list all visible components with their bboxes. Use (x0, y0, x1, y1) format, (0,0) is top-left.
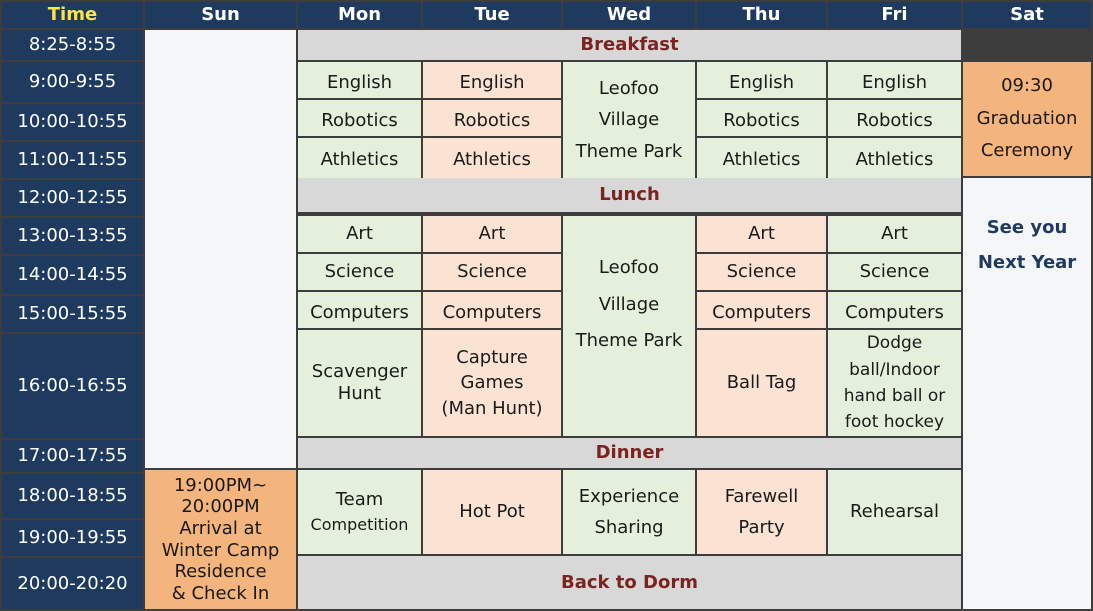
sat-graduation-line: Ceremony (980, 140, 1074, 162)
thu-robotics: Robotics (697, 100, 826, 136)
thu-evening-line: Farewell (724, 485, 799, 507)
tue-robotics: Robotics (423, 100, 561, 136)
time-slot: 17:00-17:55 (2, 440, 143, 472)
fri-late-line: foot hockey (844, 412, 945, 433)
wed-trip-line: Village (598, 293, 660, 315)
mon-art: Art (298, 216, 421, 252)
wed-afternoon-trip (563, 216, 695, 436)
time-slot: 13:00-13:55 (2, 218, 143, 254)
wed-trip-line: Village (598, 109, 660, 131)
tue-late-activity (423, 330, 561, 436)
header-fri: Fri (828, 2, 961, 28)
header-sat: Sat (963, 2, 1091, 28)
tue-evening-activity: Hot Pot (423, 470, 561, 554)
mon-evening-line: Competition (310, 515, 409, 535)
mon-robotics: Robotics (298, 100, 421, 136)
header-sun: Sun (145, 2, 296, 28)
sat-see-you-cell (963, 178, 1091, 609)
header-time: Time (2, 2, 143, 28)
sun-arrival-cell (145, 470, 296, 609)
wed-morning-trip (563, 62, 695, 178)
time-slot: 9:00-9:55 (2, 62, 143, 102)
tue-science: Science (423, 254, 561, 290)
thu-english: English (697, 62, 826, 98)
time-slot: 10:00-10:55 (2, 104, 143, 140)
tue-english: English (423, 62, 561, 98)
thu-late-activity: Ball Tag (697, 330, 826, 436)
thu-evening-line: Party (738, 517, 785, 538)
fri-science: Science (828, 254, 961, 290)
wed-evening-line: Experience (578, 485, 680, 507)
sun-arrival-line: Arrival at (179, 517, 262, 539)
sun-arrival-line: 20:00PM (181, 496, 260, 518)
sun-arrival-line: 19:00PM~ (173, 474, 268, 496)
time-slot: 18:00-18:55 (2, 474, 143, 518)
time-slot: 15:00-15:55 (2, 296, 143, 332)
breakfast-banner: Breakfast (298, 30, 961, 60)
wed-evening-activity (563, 470, 695, 554)
wed-trip-line: Theme Park (575, 330, 683, 352)
fri-robotics: Robotics (828, 100, 961, 136)
fri-english: English (828, 62, 961, 98)
fri-computers: Computers (828, 292, 961, 328)
lunch-banner: Lunch (298, 178, 961, 212)
fri-evening-activity: Rehearsal (828, 470, 961, 554)
mon-evening-line: Team (335, 489, 384, 511)
fri-late-activity (828, 330, 961, 436)
sat-see-you-line: Next Year (977, 252, 1077, 274)
mon-late-line: Hunt (337, 383, 382, 404)
mon-science: Science (298, 254, 421, 290)
time-slot: 12:00-12:55 (2, 180, 143, 216)
time-slot: 20:00-20:20 (2, 558, 143, 609)
back-to-dorm-banner: Back to Dorm (298, 556, 961, 609)
fri-late-line: Dodge (866, 333, 923, 354)
mon-athletics: Athletics (298, 138, 421, 178)
time-slot: 11:00-11:55 (2, 142, 143, 178)
tue-late-line: Games (460, 372, 524, 394)
header-thu: Thu (697, 2, 826, 28)
tue-computers: Computers (423, 292, 561, 328)
mon-computers: Computers (298, 292, 421, 328)
wed-trip-line: Leofoo (598, 256, 660, 278)
header-wed: Wed (563, 2, 695, 28)
sat-graduation-line: 09:30 (1001, 75, 1053, 97)
sat-graduation-cell (963, 62, 1091, 176)
mon-evening-activity (298, 470, 421, 554)
fri-art: Art (828, 216, 961, 252)
header-tue: Tue (423, 2, 561, 28)
tue-art: Art (423, 216, 561, 252)
tue-late-line: (Man Hunt) (441, 397, 543, 419)
wed-evening-line: Sharing (594, 517, 664, 538)
sun-empty (145, 30, 296, 468)
tue-athletics: Athletics (423, 138, 561, 178)
time-slot: 16:00-16:55 (2, 334, 143, 438)
time-slot: 19:00-19:55 (2, 520, 143, 556)
fri-late-line: ball/Indoor (849, 359, 940, 380)
header-mon: Mon (298, 2, 421, 28)
thu-evening-activity (697, 470, 826, 554)
sun-arrival-line: Residence (174, 561, 267, 583)
time-slot: 14:00-14:55 (2, 256, 143, 294)
mon-late-line: Scavenger (311, 361, 408, 383)
fri-athletics: Athletics (828, 138, 961, 178)
mon-late-activity (298, 330, 421, 436)
tue-late-line: Capture (456, 347, 528, 369)
thu-science: Science (697, 254, 826, 290)
thu-athletics: Athletics (697, 138, 826, 178)
sat-graduation-line: Graduation (976, 107, 1078, 129)
thu-art: Art (697, 216, 826, 252)
fri-late-line: hand ball or (843, 386, 946, 406)
sat-see-you-line: See you (986, 217, 1068, 238)
dinner-banner: Dinner (298, 438, 961, 468)
mon-english: English (298, 62, 421, 98)
thu-computers: Computers (697, 292, 826, 328)
wed-trip-line: Leofoo (598, 77, 660, 99)
sun-arrival-line: Winter Camp (161, 539, 280, 561)
wed-trip-line: Theme Park (575, 140, 683, 162)
time-slot: 8:25-8:55 (2, 30, 143, 60)
sun-arrival-line: & Check In (171, 582, 270, 604)
